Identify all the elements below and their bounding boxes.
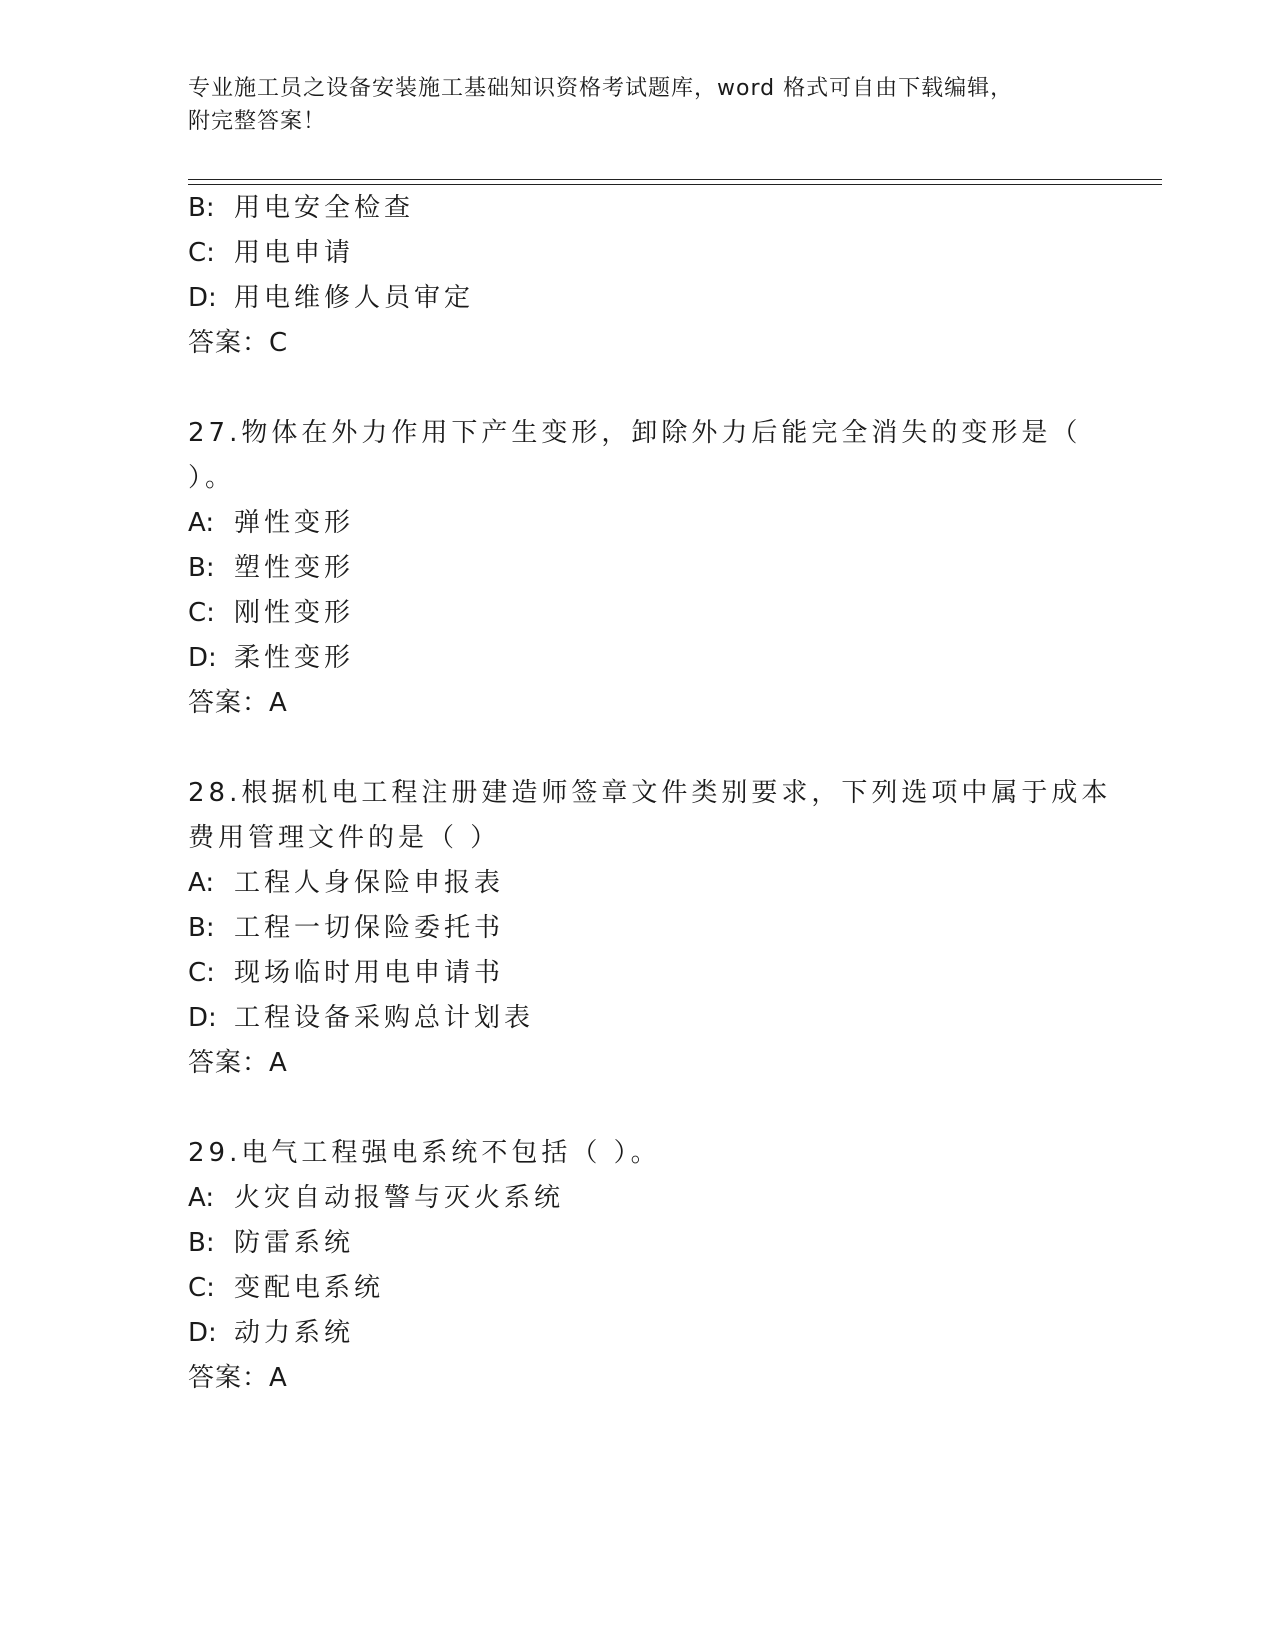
q28-stem-line-2: 费用管理文件的是（ ） bbox=[188, 823, 501, 853]
option-key: C: bbox=[188, 598, 215, 628]
option-text: 用电维修人员审定 bbox=[234, 283, 475, 313]
q29-option-c bbox=[188, 1270, 384, 1306]
option-text: 变配电系统 bbox=[234, 1273, 385, 1303]
option-text: 柔性变形 bbox=[234, 643, 355, 673]
option-key: B: bbox=[188, 193, 215, 223]
q27-option-b bbox=[188, 550, 354, 586]
header-line-1: 专业施工员之设备安装施工基础知识资格考试题库，word 格式可自由下载编辑， bbox=[188, 76, 1014, 101]
q29-stem-line-1: 29.电气工程强电系统不包括（ ）。 bbox=[188, 1138, 661, 1168]
option-key: C: bbox=[188, 958, 215, 988]
q29-answer: 答案：A bbox=[188, 1363, 288, 1393]
option-key: D: bbox=[188, 283, 217, 313]
q28-option-c bbox=[188, 955, 504, 991]
q28-option-d bbox=[188, 1000, 534, 1036]
option-text: 工程一切保险委托书 bbox=[234, 913, 505, 943]
q27-option-c bbox=[188, 595, 354, 631]
header-line-2: 附完整答案！ bbox=[188, 109, 327, 134]
option-key: B: bbox=[188, 553, 215, 583]
q29-option-d bbox=[188, 1315, 354, 1351]
q26-option-b bbox=[188, 190, 414, 226]
option-key: A: bbox=[188, 508, 215, 538]
option-key: C: bbox=[188, 238, 215, 268]
option-text: 塑性变形 bbox=[234, 553, 355, 583]
q29-option-a bbox=[188, 1180, 564, 1216]
option-text: 刚性变形 bbox=[234, 598, 355, 628]
option-text: 工程设备采购总计划表 bbox=[234, 1003, 535, 1033]
q28-stem-line-1: 28.根据机电工程注册建造师签章文件类别要求，下列选项中属于成本 bbox=[188, 778, 1112, 808]
option-key: B: bbox=[188, 1228, 215, 1258]
q27-answer: 答案：A bbox=[188, 688, 288, 718]
option-key: D: bbox=[188, 643, 217, 673]
q27-option-d bbox=[188, 640, 354, 676]
header-divider-bottom bbox=[188, 184, 1162, 185]
option-key: D: bbox=[188, 1318, 217, 1348]
q26-answer: 答案：C bbox=[188, 328, 289, 358]
q27-option-a bbox=[188, 505, 354, 541]
option-key: A: bbox=[188, 1183, 215, 1213]
q27-stem-line-1: 27.物体在外力作用下产生变形，卸除外力后能完全消失的变形是（ bbox=[188, 418, 1082, 448]
option-text: 现场临时用电申请书 bbox=[234, 958, 505, 988]
document-header bbox=[188, 72, 1068, 138]
option-key: B: bbox=[188, 913, 215, 943]
option-text: 工程人身保险申报表 bbox=[234, 868, 505, 898]
q29-option-b bbox=[188, 1225, 354, 1261]
q28-option-b bbox=[188, 910, 504, 946]
option-text: 火灾自动报警与灭火系统 bbox=[234, 1183, 565, 1213]
option-text: 用电安全检查 bbox=[234, 193, 415, 223]
q28-option-a bbox=[188, 865, 504, 901]
option-text: 动力系统 bbox=[234, 1318, 355, 1348]
option-key: A: bbox=[188, 868, 215, 898]
option-key: C: bbox=[188, 1273, 215, 1303]
option-text: 用电申请 bbox=[234, 238, 355, 268]
q27-stem-line-2: ）。 bbox=[188, 463, 236, 493]
q28-answer: 答案：A bbox=[188, 1048, 288, 1078]
q26-option-c bbox=[188, 235, 354, 271]
option-key: D: bbox=[188, 1003, 217, 1033]
q26-option-d bbox=[188, 280, 474, 316]
header-divider-top bbox=[188, 179, 1162, 180]
option-text: 防雷系统 bbox=[234, 1228, 355, 1258]
option-text: 弹性变形 bbox=[234, 508, 355, 538]
